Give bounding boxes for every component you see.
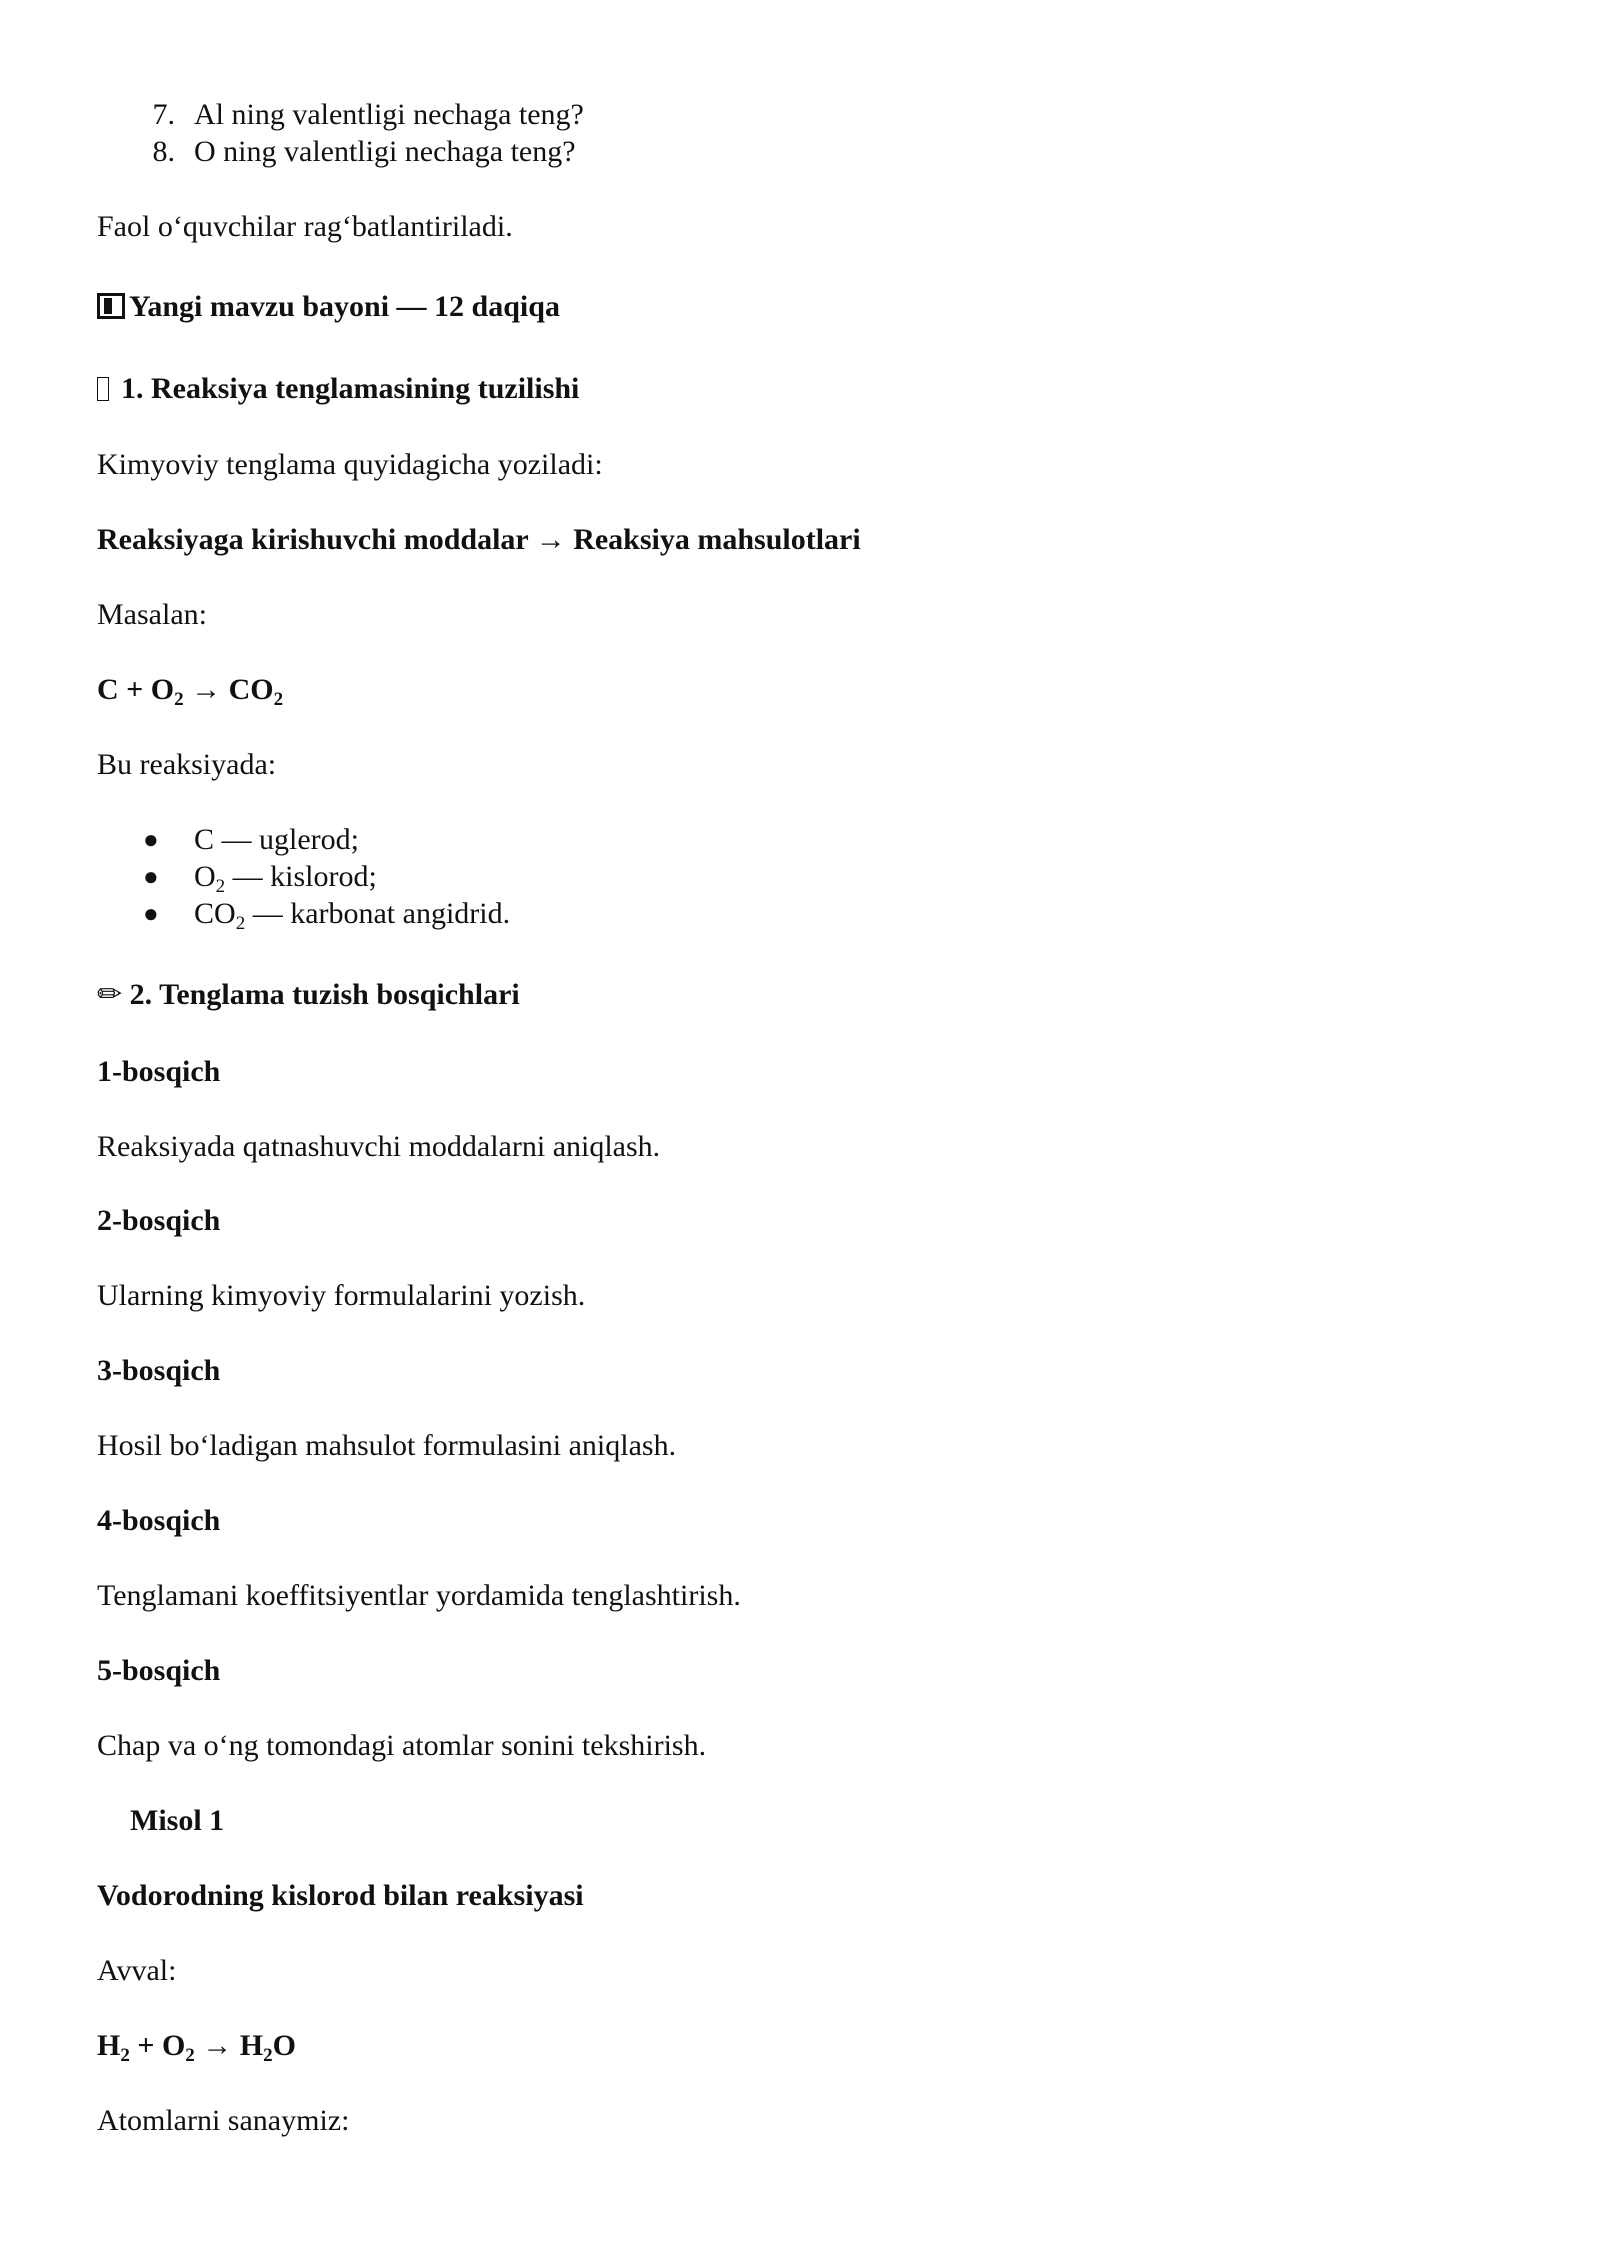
substance-list [97, 821, 510, 932]
subscript: 2 [273, 689, 284, 710]
arrow: → [194, 2029, 240, 2062]
bullet: ● [143, 825, 159, 854]
question-text: O ning valentligi nechaga teng? [194, 135, 576, 168]
count-atoms-label: Atomlarni sanaymiz: [97, 2104, 350, 2137]
question-item [97, 133, 584, 170]
step-text: Hosil bo‘ladigan mahsulot formulasini aniqlash. [97, 1429, 677, 1462]
list-item [97, 895, 510, 932]
subscript: 2 [120, 2045, 130, 2066]
step-title: 4-bosqich [97, 1504, 221, 1537]
equation-part: O [272, 2029, 296, 2062]
step-title: 1-bosqich [97, 1055, 221, 1088]
in-reaction-label: Bu reaksiyada: [97, 748, 277, 781]
step-text: Reaksiyada qatnashuvchi moddalarni aniqlash. [97, 1130, 661, 1163]
heading-equation-steps [97, 976, 520, 1013]
arrow: → [183, 673, 229, 706]
first-label: Avval: [97, 1954, 177, 1987]
keycap-one-icon [97, 293, 125, 319]
example-1-heading: Misol 1 [130, 1804, 225, 1837]
equation-carbon-oxygen [97, 671, 283, 708]
equation-part: C + O [97, 673, 175, 706]
step-title: 3-bosqich [97, 1354, 221, 1387]
step-text: Ularning kimyoviy formulalarini yozish. [97, 1279, 586, 1312]
question-item [97, 96, 584, 133]
missing-glyph-icon [97, 377, 109, 401]
subscript: 2 [185, 2045, 195, 2066]
equation-part: CO [228, 673, 274, 706]
example-label: Masalan: [97, 598, 207, 631]
praise-text: Faol o‘quvchilar rag‘batlantiriladi. [97, 210, 513, 243]
question-number: 7. [152, 98, 175, 131]
intro-text: Kimyoviy tenglama quyidagicha yoziladi: [97, 448, 603, 481]
equation-part: H [239, 2029, 264, 2062]
question-number: 8. [152, 135, 175, 168]
description: — kislorod; [225, 860, 377, 893]
heading-text: 2. Tenglama tuzish bosqichlari [129, 978, 520, 1011]
list-item [97, 821, 510, 858]
section-heading-new-topic [97, 288, 560, 325]
subscript: 2 [215, 876, 226, 897]
question-text: Al ning valentligi nechaga teng? [194, 98, 584, 131]
heading-text: 1. Reaksiya tenglamasining tuzilishi [121, 372, 580, 405]
equation-part: H [97, 2029, 121, 2062]
step-text: Tenglamani koeffitsiyentlar yordamida tenglashtirish. [97, 1579, 741, 1612]
subscript: 2 [174, 689, 184, 710]
subscript: 2 [263, 2045, 273, 2066]
formula: O [194, 860, 216, 893]
list-item [97, 858, 510, 895]
formula: CO [194, 897, 236, 930]
description: — karbonat angidrid. [245, 897, 511, 930]
pencil-icon: ✏ [97, 978, 123, 1011]
section-heading-text: Yangi mavzu bayoni — 12 daqiqa [129, 290, 560, 323]
heading-reaction-structure [97, 370, 579, 407]
bullet: ● [143, 899, 159, 928]
bullet: ● [143, 862, 159, 891]
step-title: 2-bosqich [97, 1204, 221, 1237]
subscript: 2 [235, 913, 246, 934]
question-list [97, 96, 584, 170]
equation-part: + O [129, 2029, 186, 2062]
equation-hydrogen-oxygen [97, 2027, 296, 2064]
example-1-title: Vodorodning kislorod bilan reaksiyasi [97, 1879, 584, 1912]
formula: C [194, 823, 215, 856]
step-text: Chap va o‘ng tomondagi atomlar sonini tekshirish. [97, 1729, 707, 1762]
reaction-scheme: Reaksiyaga kirishuvchi moddalar → Reaksiya mahsulotlari [97, 523, 861, 556]
step-title: 5-bosqich [97, 1654, 221, 1687]
description: — uglerod; [214, 823, 359, 856]
